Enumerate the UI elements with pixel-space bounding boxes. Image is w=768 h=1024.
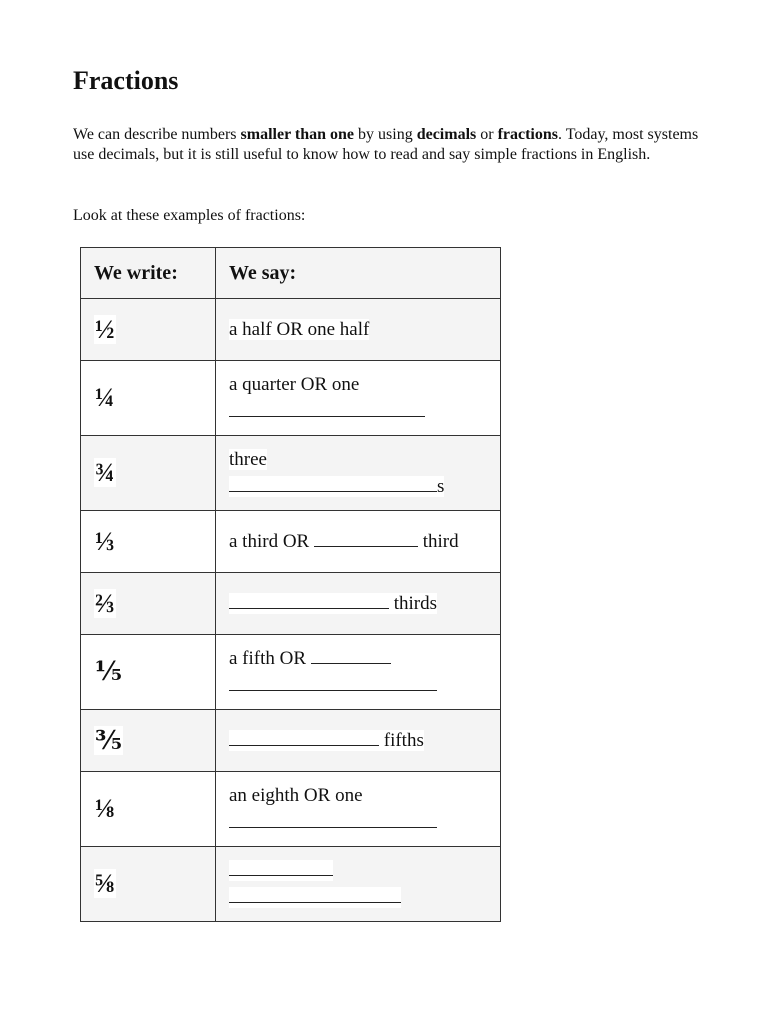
fraction-cell xyxy=(81,573,216,635)
answer-blank[interactable] xyxy=(311,645,391,664)
answer-blank[interactable] xyxy=(229,672,437,691)
intro-emphasis: decimals xyxy=(416,126,477,143)
table-row xyxy=(81,772,501,847)
say-cell xyxy=(216,635,501,710)
fractions-table xyxy=(80,247,501,922)
intro-emphasis: smaller than one xyxy=(240,126,355,143)
answer-blank[interactable] xyxy=(229,727,379,746)
say-suffix: fifths xyxy=(383,730,424,751)
table-row xyxy=(81,361,501,436)
say-text: a fifth OR xyxy=(229,648,307,669)
fraction-cell xyxy=(81,710,216,772)
fraction-cell xyxy=(81,511,216,573)
say-text: a half OR one half xyxy=(229,318,370,340)
header-we-say: We say: xyxy=(216,248,501,299)
fraction-cell xyxy=(81,772,216,847)
table-header-row xyxy=(81,248,501,299)
say-cell xyxy=(216,710,501,772)
intro-emphasis: fractions xyxy=(497,126,558,143)
say-cell xyxy=(216,361,501,436)
answer-blank[interactable] xyxy=(229,398,425,417)
answer-blank[interactable] xyxy=(229,590,389,609)
fraction-symbol: ⅝ xyxy=(95,869,115,898)
intro-text: . Today, most systems use decimals, but it is still useful to know how to read and say simple fractions in English. xyxy=(73,126,699,163)
table-row xyxy=(81,299,501,361)
table-row xyxy=(81,511,501,573)
fraction-symbol: ⅓ xyxy=(95,526,115,556)
say-cell xyxy=(216,772,501,847)
fraction-symbol: ⅛ xyxy=(95,794,115,823)
table-row xyxy=(81,635,501,710)
intro-paragraph xyxy=(73,125,713,165)
answer-blank[interactable] xyxy=(229,884,401,903)
table-row xyxy=(81,710,501,772)
intro-text: or xyxy=(476,126,498,143)
say-text: three xyxy=(229,448,267,470)
header-we-write: We write: xyxy=(81,248,216,299)
intro-text: We can describe numbers xyxy=(73,126,241,143)
fraction-symbol: ⅔ xyxy=(95,588,115,618)
answer-blank[interactable] xyxy=(314,528,418,547)
fraction-symbol: ¼ xyxy=(95,383,115,412)
fraction-cell xyxy=(81,361,216,436)
table-row xyxy=(81,847,501,922)
fraction-symbol: ½ xyxy=(95,314,115,344)
examples-intro: Look at these examples of fractions: xyxy=(73,207,306,224)
say-text: a quarter OR one xyxy=(229,373,360,395)
page-title: Fractions xyxy=(73,66,179,95)
say-suffix: thirds xyxy=(393,593,438,614)
answer-blank[interactable] xyxy=(229,857,333,876)
say-cell xyxy=(216,847,501,922)
answer-blank[interactable] xyxy=(229,473,437,492)
table-row xyxy=(81,573,501,635)
fraction-symbol: ¾ xyxy=(95,458,115,487)
say-cell xyxy=(216,299,501,361)
say-cell xyxy=(216,573,501,635)
say-text: an eighth OR one xyxy=(229,784,363,806)
table-row xyxy=(81,436,501,511)
fraction-cell xyxy=(81,847,216,922)
answer-blank[interactable] xyxy=(229,809,437,828)
fraction-cell xyxy=(81,299,216,361)
say-cell xyxy=(216,436,501,511)
fraction-symbol: ⅕ xyxy=(95,657,122,686)
fraction-symbol: ⅗ xyxy=(95,725,122,755)
say-suffix: third xyxy=(422,531,459,552)
say-cell xyxy=(216,511,501,573)
fraction-cell xyxy=(81,436,216,511)
fraction-cell xyxy=(81,635,216,710)
intro-text: by using xyxy=(354,126,417,143)
say-text: a third OR xyxy=(229,531,310,552)
say-suffix: s xyxy=(437,475,445,497)
